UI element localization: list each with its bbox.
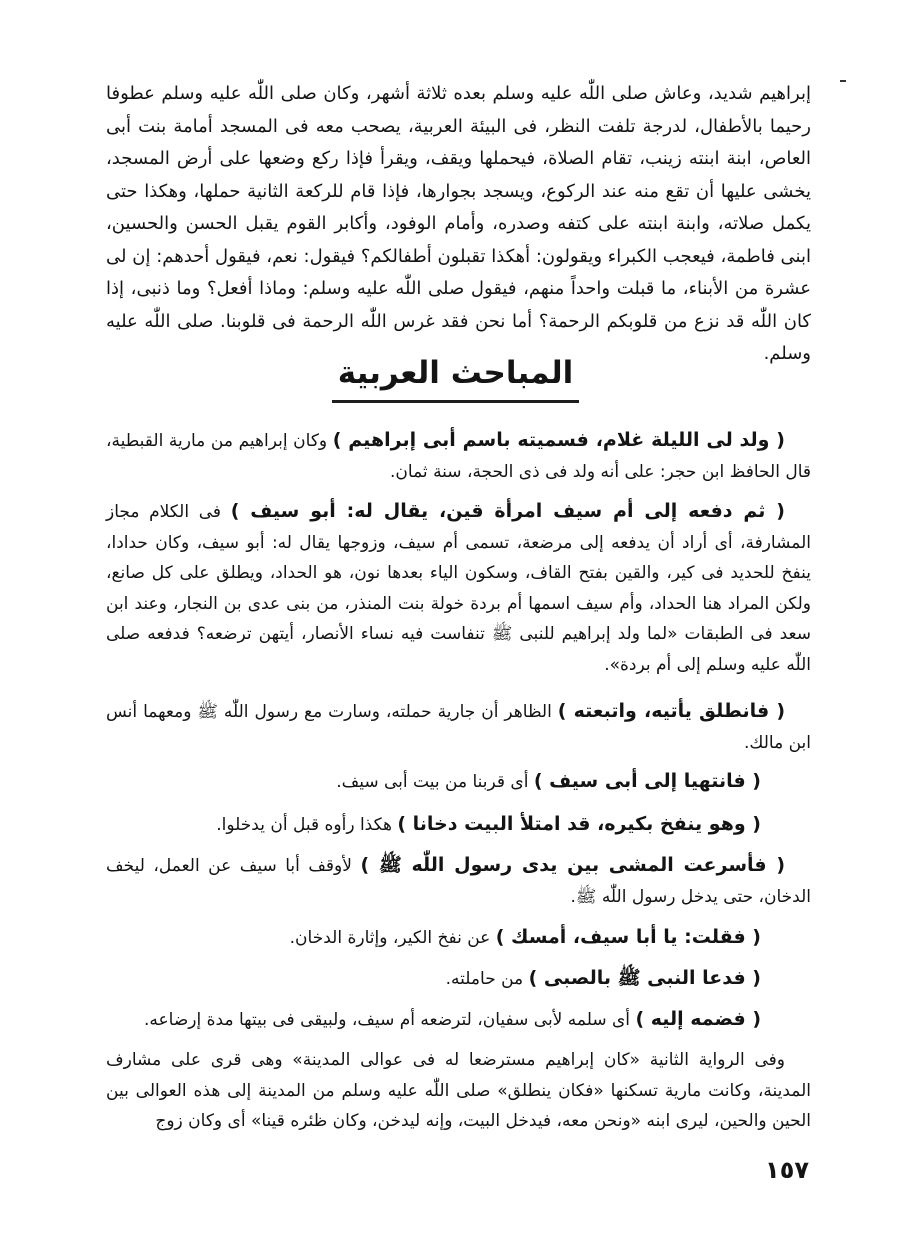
intro-paragraph: إبراهيم شديد، وعاش صلى اللّٰه عليه وسلم بعده ثلاثة أشهر، وكان صلى اللّٰه عليه وسلم عطوفا رحيما بالأطفال، لدرجة تلفت النظر، فى البيئة العربية، يصحب معه فى المسجد أمامة بنت أبى العاص، ابنة ابنته زينب، تقام الصلاة، فيحملها ويقف، ويقرأ فإذا ركع وضعها على أرض المسجد، يخشى عليها أن تقع منه عند الركوع، ويسجد بجوارها، فإذا قام للركعة الثانية حملها، وهكذا حتى يكمل صلاته، وابنة ابنته على كتفه وصدره، وأمام الوفود، وأكابر القوم يقبل الحسن والحسين، ابنى فاطمة، فيعجب الكبراء ويقولون: أهكذا تقبلون أطفالكم؟ فيقول: نعم، فيقول أحدهم: إن لى عشرة من الأبناء، ما قبلت واحداً منهم، فيقول صلى اللّٰه عليه وسلم: وماذا أفعل؟ وما ذنبى، إذا كان اللّٰه قد نزع من قلوبكم الرحمة؟ أما نحن فقد غرس اللّٰه الرحمة فى قلوبنا. صلى اللّٰه عليه وسلم. [106, 83, 811, 364]
commentary-paragraph-6 [106, 850, 811, 912]
commentary-text: هكذا رأوه قبل أن يدخلوا. [216, 815, 398, 835]
quoted-hadith-phrase: ( فضمه إليه ) [635, 1008, 761, 1030]
quoted-hadith-phrase: ( فقلت: يا أبا سيف، أمسك ) [495, 926, 761, 948]
commentary-text: عن نفخ الكير، وإثارة الدخان. [289, 928, 496, 948]
commentary-text: فى الكلام مجاز المشارفة، أى أراد أن يدفعه إلى مرضعة، تسمى أم سيف، وزوجها يقال له: أبو سيف، وكان حدادا، ينفخ للحديد فى كير، والقين بفتح القاف، وسكون الياء بعدها نون، هو الحداد، ويطلق على كل صانع، ولكن المراد هنا الحداد، وأم سيف اسمها أم بردة خولة بنت المنذر، من بنى عدى بن النجار، وعند ابن سعد فى الطبقات «لما ولد إبراهيم للنبى ﷺ تنفاست فيه نساء الأنصار، أيتهن ترضعه؟ فدفعه صلى اللّٰه عليه وسلم إلى أم بردة». [106, 502, 811, 675]
page-number: ١٥٧ [765, 1156, 809, 1184]
quoted-hadith-phrase: ( فأسرعت المشى بين يدى رسول اللّٰه ﷺ ) [360, 854, 785, 876]
section-heading [0, 348, 911, 403]
commentary-paragraph-2 [106, 496, 811, 680]
commentary-text: أى قربنا من بيت أبى سيف. [336, 772, 534, 792]
commentary-paragraph-10 [106, 1045, 811, 1137]
commentary-text: وكان إبراهيم من مارية القبطية، قال الحافظ ابن حجر: على أنه ولد فى ذى الحجة، سنة ثمان. [106, 431, 811, 482]
commentary-paragraph-3 [106, 696, 811, 758]
quoted-hadith-phrase: ( فانطلق يأتيه، واتبعته ) [557, 700, 786, 722]
commentary-entry-7 [106, 922, 761, 953]
commentary-text: أى سلمه لأبى سفيان، لترضعه أم سيف، ولبيقى فى بيتها مدة إرضاعه. [144, 1010, 636, 1030]
section-heading-text: المباحث العربية [332, 348, 579, 403]
commentary-text: من حاملته. [445, 969, 529, 989]
quoted-hadith-phrase: ( فانتهيا إلى أبى سيف ) [533, 770, 761, 792]
quoted-hadith-phrase: ( وهو ينفخ بكيره، قد امتلأ البيت دخانا ) [397, 813, 761, 835]
margin-mark [840, 80, 846, 82]
commentary-entry-4 [106, 766, 761, 797]
quoted-hadith-phrase: ( فدعا النبى ﷺ بالصبى ) [528, 967, 761, 989]
commentary-text: وفى الرواية الثانية «كان إبراهيم مسترضعا له فى عوالى المدينة» وهى قرى على مشارف المدينة، وكانت مارية تسكنها «فكان ينطلق» صلى اللّٰه عليه وسلم من المدينة إلى هذه العوالى بين الحين والحين، ليرى ابنه «ونحن معه، فيدخل البيت، وإنه ليدخن، وكان ظئره قينا» أى وكان زوج [106, 1050, 811, 1131]
quoted-hadith-phrase: ( ولد لى الليلة غلام، فسميته باسم أبى إبراهيم ) [332, 429, 785, 451]
commentary-text: لأوقف أبا سيف عن العمل، ليخف الدخان، حتى يدخل رسول اللّٰه ﷺ. [106, 856, 811, 907]
commentary-entry-8 [106, 963, 761, 994]
commentary-paragraph-1 [106, 425, 811, 487]
commentary-entry-9 [106, 1004, 761, 1035]
quoted-hadith-phrase: ( ثم دفعه إلى أم سيف امرأة قين، يقال له: أبو سيف ) [230, 500, 785, 522]
commentary-entry-5 [106, 809, 761, 840]
commentary-text: الظاهر أن جارية حملته، وسارت مع رسول اللّٰه ﷺ ومعهما أنس ابن مالك. [106, 702, 811, 753]
